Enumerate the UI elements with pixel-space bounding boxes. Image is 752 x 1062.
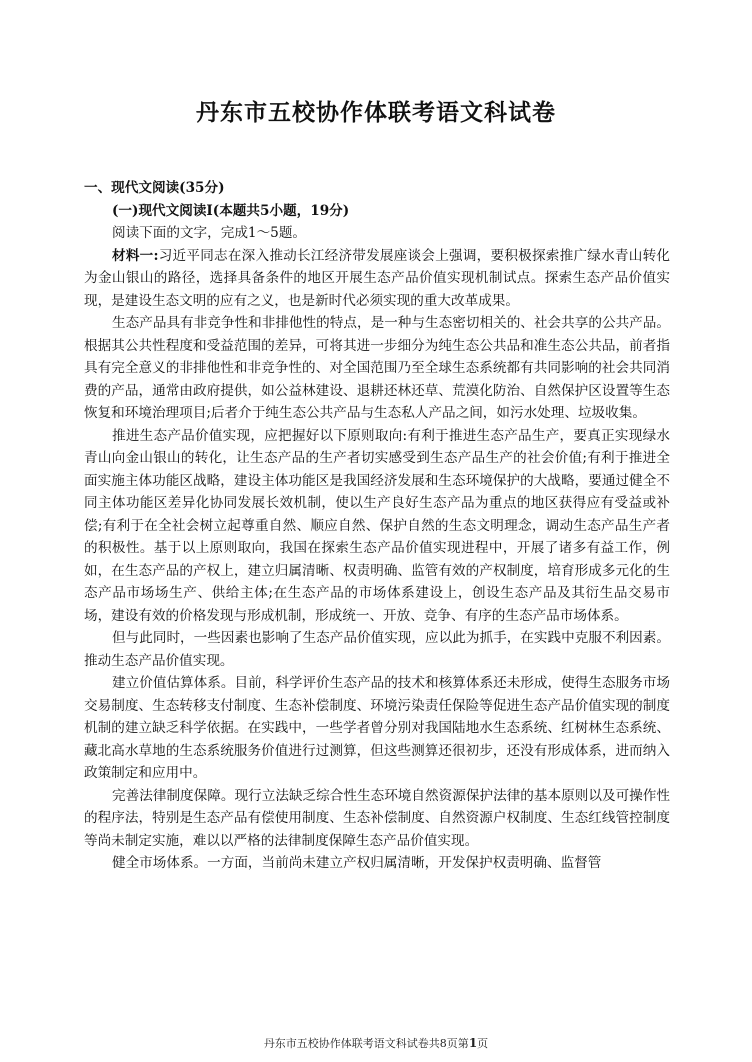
page-number: 1 — [468, 1036, 478, 1050]
instruction-text: 阅读下面的文字，完成1～5题。 — [112, 225, 307, 241]
paragraph-2: 生态产品具有非竞争性和非排他性的特点，是一种与生态密切相关的、社会共享的公共产品。根据其公共性程度和受益范围的差异，可将其进一步细分为纯生态公共品和准生态公共品，前者指具有完全意义的非排他性和非竞争性的、对全国范围乃至全球生态系统都有共同影响的社会共同消费的产品，通常由政府提供，如公益林建设、退耕还林还草、荒漠化防治、自然保护区设置等生态恢复和环境治理项目;后者介于纯生态公共产品与生态私人产品之间，如污水处理、垃圾收集。 — [84, 315, 670, 421]
paragraph-5: 建立价值估算体系。目前，科学评价生态产品的技术和核算体系还未形成，使得生态服务市场交易制度、生态转移支付制度、生态补偿制度、环境污染责任保险等促进生态产品价值实现的制度机制的建立缺乏科学依据。在实践中，一些学者曾分别对我国陆地水生态系统、红树林生态系统、藏北高水草地的生态系统服务价值进行过测算，但这些测算还很初步，还没有形成体系，进而纳入政策制定和应用中。 — [84, 675, 670, 781]
paragraph-1-text: 习近平同志在深入推动长江经济带发展座谈会上强调，要积极探索推广绿水青山转化为金山银山的路径，选择具备条件的地区开展生态产品价值实现机制试点。探索生态产品价值实现，是建设生态文明的应有之义，也是新时代必须实现的重大改革成果。 — [84, 247, 670, 309]
footer-text: 丹东市五校协作体联考语文科试卷共8页第 — [263, 1037, 469, 1050]
page-title: 丹东市五校协作体联考语文科试卷 — [196, 99, 556, 126]
material-label: 材料一: — [112, 247, 159, 264]
section-heading: 一、现代文阅读(35分) — [84, 180, 225, 196]
paragraph-3: 推进生态产品价值实现，应把握好以下原则取向:有利于推进生态产品生产，要真正实现绿水青山向金山银山的转化，让生态产品的生产者切实感受到生态产品生产的社会价值;有利于推进全面实施主体功能区战略，建设主体功能区是我国经济发展和生态环境保护的大战略，要通过健全不同主体功能区差异化协同发展长效机制，使以生产良好生态产品为重点的地区获得应有受益或补偿;有利于在全社会树立起尊重自然、顺应自然、保护自然的生态文明理念，调动生态产品生产者的积极性。基于以上原则取向，我国在探索生态产品价值实现进程中，开展了诸多有益工作，例如，在生态产品的产权上，建立归属清晰、权责明确、监管有效的产权制度，培育形成多元化的生态产品市场场生产、供给主体;在生态产品的市场体系建设上，创设生态产品及其衍生品交易市场，建设有效的价格发现与形成机制，形成统一、开放、竞争、有序的生态产品市场体系。 — [84, 427, 670, 624]
footer-suffix: 页 — [477, 1037, 489, 1050]
exam-body — [84, 177, 670, 875]
paragraph-7: 健全市场体系。一方面，当前尚未建立产权归属清晰，开发保护权责明确、监督管 — [112, 855, 602, 871]
paragraph-6: 完善法律制度保障。现行立法缺乏综合性生态环境自然资源保护法律的基本原则以及可操作性的程序法，特别是生态产品有偿使用制度、生态补偿制度、自然资源户权制度、生态红线管控制度等尚未制定实施，难以以严格的法律制度保障生态产品价值实现。 — [84, 787, 670, 849]
paragraph-4: 但与此同时，一些因素也影响了生态产品价值实现，应以此为抓手，在实践中克服不利因素。推动生态产品价值实现。 — [84, 630, 670, 669]
paragraph-1 — [84, 245, 670, 313]
subsection-heading: (一)现代文阅读Ⅰ(本题共5小题，19分) — [112, 202, 350, 219]
page-footer — [0, 1035, 752, 1051]
